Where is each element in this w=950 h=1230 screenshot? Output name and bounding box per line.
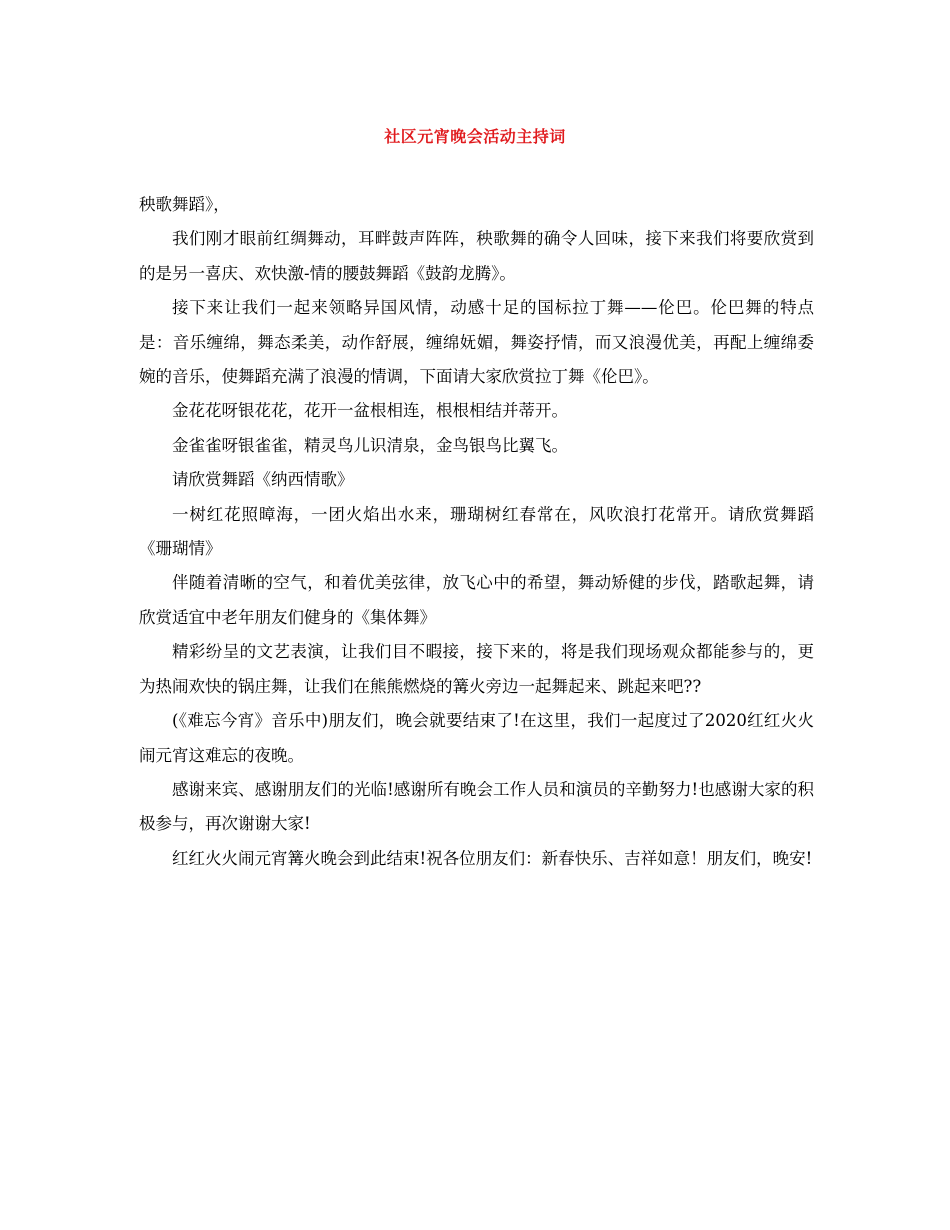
paragraph: (《难忘今宵》音乐中)朋友们，晚会就要结束了!在这里，我们一起度过了2020红红火火闹元宵这难忘的夜晚。 — [139, 711, 814, 765]
paragraph: 请欣赏舞蹈《纳西情歌》 — [172, 470, 354, 490]
paragraph: 一树红花照暲海，一团火焰出水来，珊瑚树红春常在，风吹浪打花常开。请欣赏舞蹈《珊瑚情》 — [139, 504, 814, 559]
paragraph: 金花花呀银花花，花开一盆根相连，根根相结并蒂开。 — [172, 401, 568, 421]
paragraph: 红红火火闹元宵篝火晚会到此结束!祝各位朋友们：新春快乐、吉祥如意！朋友们，晚安! — [172, 848, 813, 868]
document-title: 社区元宵晚会活动主持词 — [384, 127, 566, 146]
paragraph: 伴随着清晰的空气，和着优美弦律，放飞心中的希望，舞动矫健的步伐，踏歌起舞，请欣赏适宜中老年朋友们健身的《集体舞》 — [139, 573, 814, 627]
paragraph: 金雀雀呀银雀雀，精灵鸟儿识清泉，金鸟银鸟比翼飞。 — [172, 435, 568, 455]
document-body — [139, 188, 814, 876]
paragraph: 感谢来宾、感谢朋友们的光临!感谢所有晚会工作人员和演员的辛勤努力!也感谢大家的积极参与，再次谢谢大家! — [139, 779, 814, 834]
paragraph: 我们刚才眼前红绸舞动，耳畔鼓声阵阵，秧歌舞的确令人回味，接下来我们将要欣赏到的是另一喜庆、欢快激-情的腰鼓舞蹈《鼓韵龙腾》。 — [139, 229, 814, 283]
paragraph: 精彩纷呈的文艺表演，让我们目不暇接，接下来的，将是我们现场观众都能参与的，更为热闹欢快的锅庄舞，让我们在熊熊燃烧的篝火旁边一起舞起来、跳起来吧?? — [139, 642, 814, 696]
paragraph: 接下来让我们一起来领略异国风情，动感十足的国标拉丁舞——伦巴。伦巴舞的特点是：音乐缠绵，舞态柔美，动作舒展，缠绵妩媚，舞姿抒情，而又浪漫优美，再配上缠绵委婉的音乐，使舞蹈充满了浪漫的情调，下面请大家欣赏拉丁舞《伦巴》。 — [139, 298, 814, 387]
paragraph: 秧歌舞蹈》， — [139, 195, 230, 214]
